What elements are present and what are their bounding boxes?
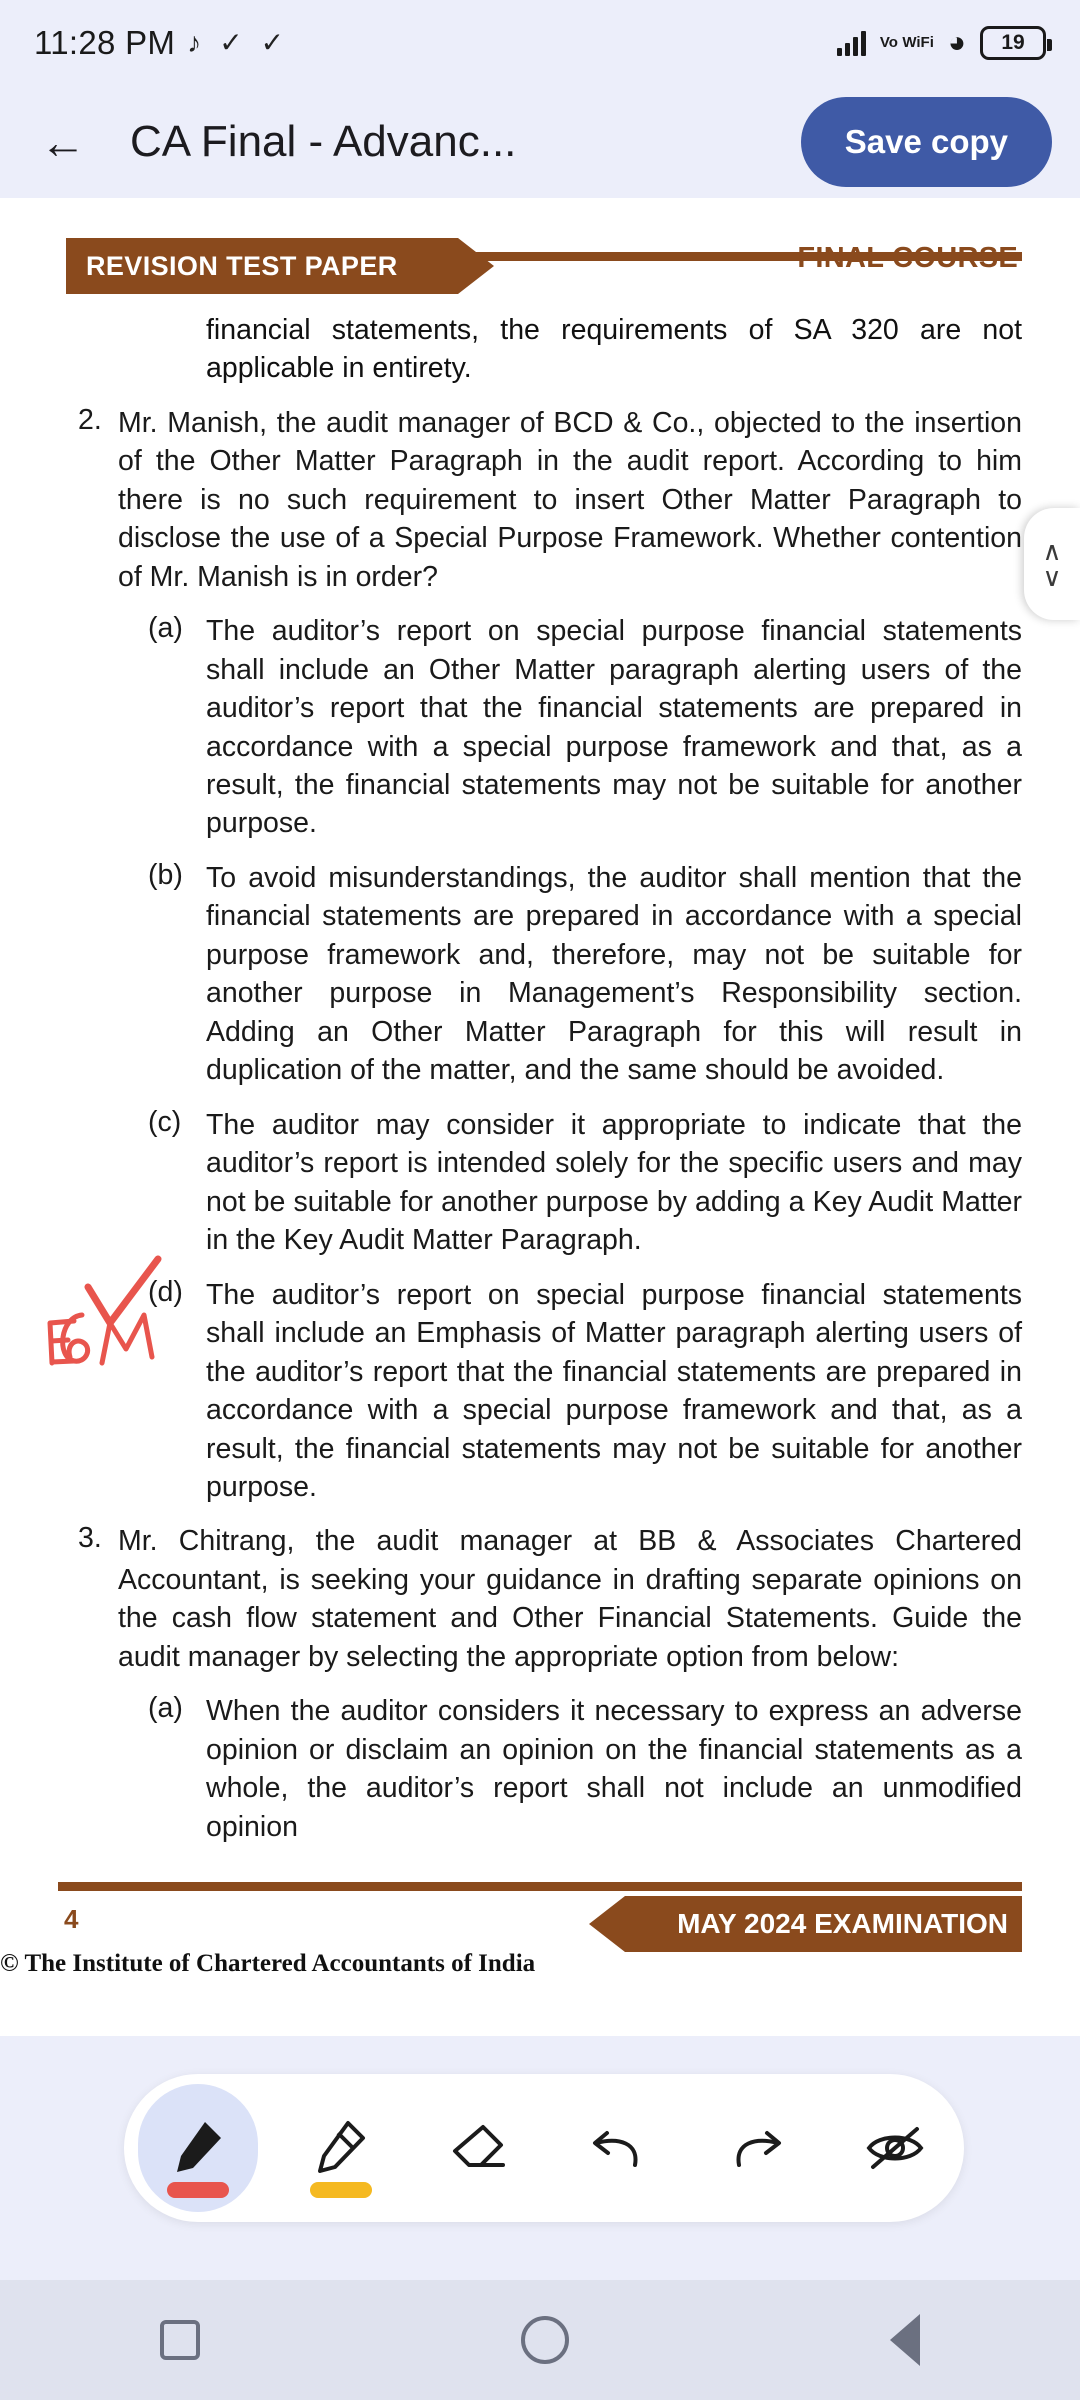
option-label: (a) <box>148 612 183 645</box>
system-nav-bar <box>0 2280 1080 2400</box>
revision-test-paper-tag: REVISION TEST PAPER <box>66 238 458 294</box>
option-label: (c) <box>148 1105 182 1138</box>
exam-tag: MAY 2024 EXAMINATION <box>625 1896 1022 1952</box>
chevron-down-icon[interactable]: ∨ <box>1042 562 1062 592</box>
pen-color-swatch <box>167 2182 229 2198</box>
headphone-icon: ♪ <box>187 27 202 58</box>
option-text: To avoid misunderstandings, the auditor shall mention that the financial statements are prepared in accordance with a special purpose framework and, therefore, may not be suitable for another purpose in Management’s Responsibility section. Adding an Other Matter Paragraph for this will result in duplication of the matter, and the same should be avoided. <box>206 861 1022 1087</box>
save-copy-button[interactable]: Save copy <box>801 97 1052 187</box>
question-text: Mr. Chitrang, the audit manager at BB & Associates Chartered Accountant, is seeking your guidance in drafting separate opinions on the cash flow statement and Other Financial Statements. Guide the audit manager by selecting the appropriate option from below: <box>118 1525 1022 1673</box>
highlighter-tool-button[interactable] <box>286 2084 396 2212</box>
status-bar <box>0 0 1080 86</box>
chevron-up-icon[interactable]: ∧ <box>1042 536 1062 566</box>
status-right-icons <box>837 26 1046 60</box>
option-label: (a) <box>148 1692 183 1725</box>
hide-annotations-button[interactable] <box>840 2084 950 2212</box>
page-title: CA Final - Advanc... <box>130 117 517 166</box>
question-number: 2. <box>78 403 102 436</box>
volte-wifi-icon: Vo WiFi <box>879 34 934 51</box>
option-b <box>148 859 1022 1090</box>
option-text: The auditor’s report on special purpose financial statements shall include an Emphasis of Matter paragraph alerting users of the auditor’s report that the financial statements are prepared in accordance with a special purpose framework and that, as a result, the financial statements may not be suitable for another purpose. <box>206 1278 1022 1503</box>
copyright-line: © The Institute of Chartered Accountants of India <box>0 1950 536 1977</box>
option-label: (d) <box>148 1275 183 1308</box>
annotation-toolbar <box>124 2074 964 2222</box>
pen-tool-button[interactable] <box>138 2084 258 2212</box>
continued-paragraph: financial statements, the requirements of SA 320 are not applicable in entirety. <box>206 314 1022 384</box>
check-mark-icon: ✓ <box>219 27 243 58</box>
question-text: Mr. Manish, the audit manager of BCD & Co., objected to the insertion of the Other Matter Paragraph in the audit report. According to him there is no such requirement to insert Other Matter Paragraph to disclose the use of a Special Purpose Framework. Whether contention of Mr. Manish is in order? <box>118 406 1022 593</box>
document-page[interactable] <box>0 198 1080 2036</box>
status-time: 11:28 PM <box>34 24 176 61</box>
option-a <box>148 1692 1022 1846</box>
back-arrow-icon[interactable]: ← <box>40 116 86 168</box>
option-text: The auditor may consider it appropriate to indicate that the auditor’s report is intended solely for the specific users and may not be suitable for another purpose by adding a Key Audit Matter in the Key Audit Matter Paragraph. <box>206 1108 1022 1257</box>
highlighter-color-swatch <box>310 2182 372 2198</box>
signal-bars-icon <box>837 30 866 56</box>
question-number: 3. <box>78 1522 102 1555</box>
option-text: When the auditor considers it necessary to express an adverse opinion or disclaim an opinion on the financial statements as a whole, the auditor’s report shall not include an unmodified opinion <box>206 1695 1022 1843</box>
option-label: (b) <box>148 858 183 891</box>
redo-button[interactable] <box>701 2084 811 2212</box>
final-course-label: FINAL COURSE <box>797 242 1018 274</box>
wifi-icon: ◕ <box>947 26 966 59</box>
scroll-thumb[interactable] <box>1024 508 1080 620</box>
document-footer-band <box>58 1876 1022 1946</box>
document-header-band <box>58 218 1022 298</box>
undo-button[interactable] <box>563 2084 673 2212</box>
back-triangle-icon[interactable] <box>890 2314 920 2366</box>
option-a <box>148 612 1022 843</box>
status-left-icons <box>187 29 284 57</box>
check-mark-icon: ✓ <box>260 27 285 58</box>
toolbar-area <box>0 2036 1080 2280</box>
recents-square-icon[interactable] <box>160 2320 200 2360</box>
question-2 <box>58 404 1022 596</box>
option-c <box>148 1106 1022 1260</box>
home-circle-icon[interactable] <box>521 2316 569 2364</box>
page-number: 4 <box>64 1904 79 1935</box>
app-bar <box>0 86 1080 198</box>
battery-indicator: 19 <box>980 26 1046 60</box>
eraser-tool-button[interactable] <box>425 2084 535 2212</box>
option-d <box>148 1276 1022 1507</box>
option-text: The auditor’s report on special purpose financial statements shall include an Other Matter paragraph alerting users of the auditor’s report that the financial statements are prepared in accordance with a special purpose framework and that, as a result, the financial statements may not be suitable for another purpose. <box>206 615 1022 840</box>
question-3 <box>58 1522 1022 1676</box>
